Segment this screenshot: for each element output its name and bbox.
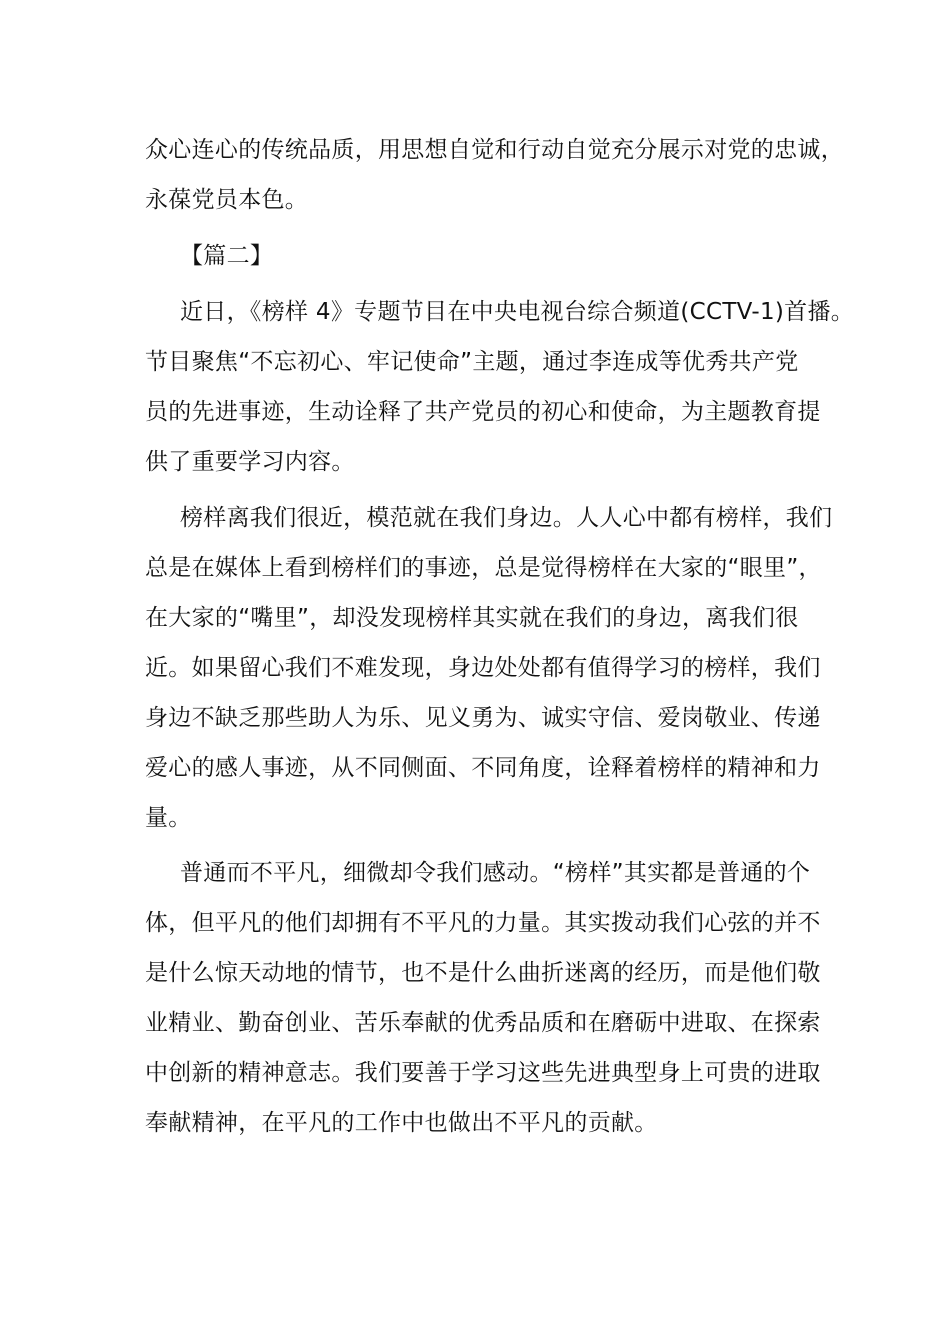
- paragraph-line: 近。如果留心我们不难发现，身边处处都有值得学习的榜样，我们: [145, 655, 821, 681]
- paragraph-line: 业精业、勤奋创业、苦乐奉献的优秀品质和在磨砺中进取、在探索: [145, 1010, 821, 1036]
- section-heading: 【篇二】: [180, 243, 274, 269]
- paragraph-line: 奉献精神，在平凡的工作中也做出不平凡的贡献。: [145, 1110, 658, 1136]
- paragraph-line: 供了重要学习内容。: [145, 449, 355, 475]
- paragraph-line: 永葆党员本色。: [145, 187, 309, 213]
- paragraph-line: 普通而不平凡，细微却令我们感动。“榜样”其实都是普通的个: [180, 860, 811, 886]
- paragraph-line: 榜样离我们很近，模范就在我们身边。人人心中都有榜样，我们: [180, 505, 833, 531]
- paragraph-line: 量。: [145, 805, 192, 831]
- paragraph-line: 在大家的“嘴里”，却没发现榜样其实就在我们的身边，离我们很: [145, 605, 799, 631]
- paragraph-line: 爱心的感人事迹，从不同侧面、不同角度，诠释着榜样的精神和力: [145, 755, 821, 781]
- paragraph-line: 总是在媒体上看到榜样们的事迹，总是觉得榜样在大家的“眼里”，: [145, 555, 822, 581]
- paragraph-line: 节目聚焦“不忘初心、牢记使命”主题，通过李连成等优秀共产党: [145, 349, 799, 375]
- paragraph-line: 中创新的精神意志。我们要善于学习这些先进典型身上可贵的进取: [145, 1060, 821, 1086]
- paragraph-line: 众心连心的传统品质，用思想自觉和行动自觉充分展示对党的忠诚，: [145, 137, 844, 163]
- paragraph-line: 员的先进事迹，生动诠释了共产党员的初心和使命，为主题教育提: [145, 399, 821, 425]
- paragraph-line: 近日，《榜样 4》专题节目在中央电视台综合频道(CCTV-1)首播。: [180, 299, 855, 325]
- paragraph-line: 是什么惊天动地的情节，也不是什么曲折迷离的经历，而是他们敬: [145, 960, 821, 986]
- paragraph-line: 体，但平凡的他们却拥有不平凡的力量。其实拨动我们心弦的并不: [145, 910, 821, 936]
- paragraph-line: 身边不缺乏那些助人为乐、见义勇为、诚实守信、爱岗敬业、传递: [145, 705, 821, 731]
